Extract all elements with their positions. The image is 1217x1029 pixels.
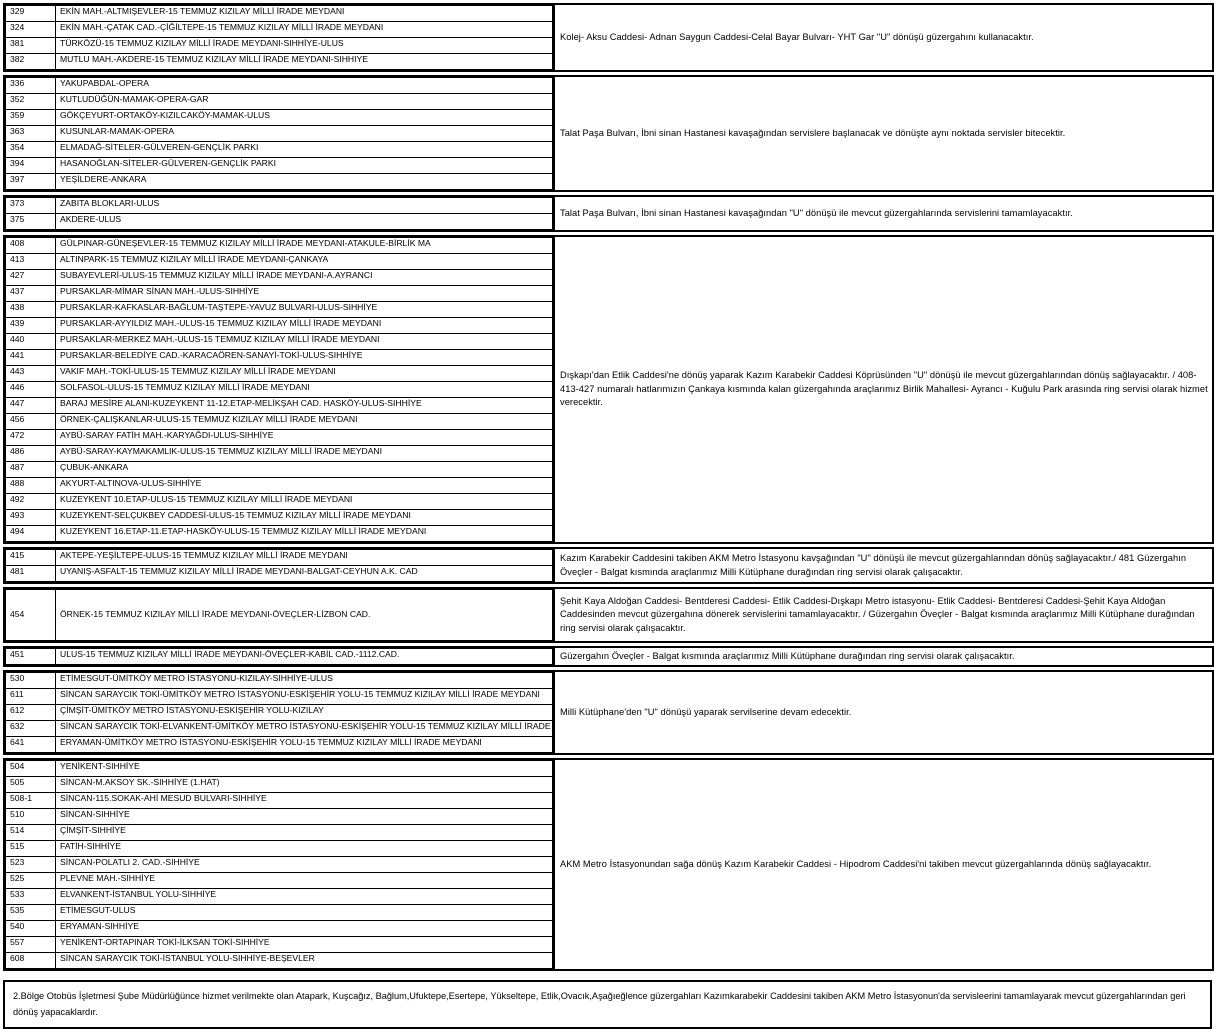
route-number-cell: 504 [6, 761, 56, 777]
table-row[interactable] [6, 921, 553, 937]
route-name-cell: UYANIŞ-ASFALT-15 TEMMUZ KIZILAY MİLLİ İRADE MEYDANI-BALGAT-CEYHUN A.K. CAD [56, 566, 553, 582]
route-number-cell: 415 [6, 550, 56, 566]
table-row[interactable] [6, 937, 553, 953]
route-name-cell: ÇİMŞİT-SIHHİYE [56, 825, 553, 841]
route-group-rows [4, 4, 554, 71]
route-name-cell: KUZEYKENT 16.ETAP-11.ETAP-HASKÖY-ULUS-15 TEMMUZ KIZILAY MİLLİ İRADE MEYDANI [56, 526, 553, 542]
table-row[interactable] [6, 334, 553, 350]
route-name-cell: YAKUPABDAL-OPERA [56, 78, 553, 94]
route-group [4, 236, 1213, 543]
route-name-cell: ULUS-15 TEMMUZ KIZILAY MİLLİ İRADE MEYDANI-ÖVEÇLER-KABİL CAD.-1112.CAD. [56, 649, 553, 665]
table-row[interactable] [6, 905, 553, 921]
table-row[interactable] [6, 526, 553, 542]
table-row[interactable] [6, 825, 553, 841]
route-number-cell: 492 [6, 494, 56, 510]
table-row[interactable] [6, 510, 553, 526]
route-group [4, 76, 1213, 191]
route-number-cell: 611 [6, 689, 56, 705]
table-row[interactable] [6, 270, 553, 286]
route-group-description: AKM Metro İstasyonundan sağa dönüş Kazım Karabekir Caddesi - Hipodrom Caddesi'ni takiben mevcut güzergahlarında dönüş sağlayacaktır. [554, 759, 1213, 970]
route-name-cell: TÜRKÖZÜ-15 TEMMUZ KIZILAY MİLLİ İRADE MEYDANI-SIHHİYE-ULUS [56, 38, 553, 54]
route-name-cell: AKYURT-ALTINOVA-ULUS-SIHHİYE [56, 478, 553, 494]
route-name-cell: KUZEYKENT-SELÇUKBEY CADDESİ-ULUS-15 TEMMUZ KIZILAY MİLLİ İRADE MEYDANI [56, 510, 553, 526]
route-number-cell: 437 [6, 286, 56, 302]
route-name-cell: ZABITA BLOKLARI-ULUS [56, 198, 553, 214]
route-name-cell: SİNCAN-M.AKSOY SK.-SIHHİYE (1.HAT) [56, 777, 553, 793]
footer-note-text: 2.Bölge Otobüs İşletmesi Şube Müdürlüğünce hizmet verilmekte olan Atapark, Kuşcağız, Bağlum,Ufuktepe,Esertepe, Yükseltepe, Etlik,Ovacık,Aşağıeğlence güzergahları Kazımkarabekir Caddesini takiben AKM Metro İstasyonun'da servisleerini tamamlayarak mevcut güzergahlarından geri dönüş yapacaklardır. [13, 991, 1186, 1017]
table-row[interactable] [6, 414, 553, 430]
route-group [4, 647, 1213, 666]
route-name-cell: PURSAKLAR-AYYILDIZ MAH.-ULUS-15 TEMMUZ KIZILAY MİLLİ İRADE MEYDANI [56, 318, 553, 334]
route-number-cell: 508-1 [6, 793, 56, 809]
route-number-cell: 533 [6, 889, 56, 905]
route-number-cell: 439 [6, 318, 56, 334]
table-row[interactable] [6, 953, 553, 969]
route-number-cell: 641 [6, 737, 56, 753]
table-row[interactable] [6, 566, 553, 582]
route-number-cell: 494 [6, 526, 56, 542]
route-name-cell: VAKIF MAH.-TOKİ-ULUS-15 TEMMUZ KIZILAY MİLLİ İRADE MEYDANI [56, 366, 553, 382]
route-number-cell: 481 [6, 566, 56, 582]
route-number-cell: 632 [6, 721, 56, 737]
route-group-description: Milli Kütüphane'den "U" dönüşü yaparak servilserine devam edecektir. [554, 671, 1213, 754]
route-group-description: Talat Paşa Bulvarı, İbni sinan Hastanesi kavaşağından "U" dönüşü ile mevcut güzergahlarında servislerini tamamlayacaktır. [554, 196, 1213, 231]
routes-table-body [4, 4, 1213, 970]
route-name-cell: SİNCAN-115.SOKAK-AHİ MESUD BULVARI-SIHHİYE [56, 793, 553, 809]
route-group-rows [4, 671, 554, 754]
route-name-cell: KUTLUDÜĞÜN-MAMAK-OPERA-GAR [56, 94, 553, 110]
route-group-rows [4, 196, 554, 231]
route-name-cell: GÜLPINAR-GÜNEŞEVLER-15 TEMMUZ KIZILAY MİLLİ İRADE MEYDANI-ATAKULE-BİRLİK MA [56, 238, 553, 254]
route-name-cell: PURSAKLAR-MERKEZ MAH.-ULUS-15 TEMMUZ KIZILAY MİLLİ İRADE MEYDANI [56, 334, 553, 350]
route-name-cell: MUTLU MAH.-AKDERE-15 TEMMUZ KIZILAY MİLLİ İRADE MEYDANI-SIHHIYE [56, 54, 553, 70]
route-name-cell: YENİKENT-SIHHİYE [56, 761, 553, 777]
route-number-cell: 324 [6, 22, 56, 38]
table-row[interactable] [6, 889, 553, 905]
route-group-description: Dışkapı'dan Etlik Caddesi'ne dönüş yaparak Kazım Karabekir Caddesi Köprüsünden "U" dönüşü ile mevcut güzergahlarından dönüş sağlayacaktır. / 408-413-427 numaralı hatlarımızın Çankaya kısmında kalan güzergahında araçlarımız Birlik Mahallesi- Ayrancı - Kuğulu Park arasında ring servisi olarak hizmet verecektir. [554, 236, 1213, 543]
route-list [5, 589, 553, 641]
table-row[interactable] [6, 649, 553, 665]
route-name-cell: SİNCAN-POLATLI 2. CAD.-SIHHİYE [56, 857, 553, 873]
route-group-rows [4, 759, 554, 970]
table-row[interactable] [6, 809, 553, 825]
route-number-cell: 525 [6, 873, 56, 889]
route-number-cell: 523 [6, 857, 56, 873]
route-group-rows [4, 647, 554, 666]
route-number-cell: 608 [6, 953, 56, 969]
route-number-cell: 456 [6, 414, 56, 430]
table-row[interactable] [6, 761, 553, 777]
table-row[interactable] [6, 590, 553, 641]
route-group-rows [4, 548, 554, 583]
route-group-description: Kazım Karabekir Caddesini takiben AKM Metro İstasyonu kavşağından "U" dönüşü ile mevcut güzergahlarından dönüş sağlayacaktır./ 481 Güzergahın Öveçler - Balgat kısmında araçlarımız Milli Kütüphane durağından ring servisi olarak çalışacaktır. [554, 548, 1213, 583]
route-list [5, 237, 553, 542]
table-row[interactable] [6, 318, 553, 334]
route-number-cell: 394 [6, 158, 56, 174]
table-row[interactable] [6, 238, 553, 254]
table-row[interactable] [6, 737, 553, 753]
table-row[interactable] [6, 366, 553, 382]
route-name-cell: SİNCAN SARAYCIK TOKİ-ÜMİTKÖY METRO İSTASYONU-ESKİŞEHİR YOLU-15 TEMMUZ KIZILAY MİLLİ İRADE MEYDANI [56, 689, 553, 705]
route-name-cell: ÖRNEK-ÇALIŞKANLAR-ULUS-15 TEMMUZ KIZILAY MİLLİ İRADE MEYDANI [56, 414, 553, 430]
route-name-cell: ETİMESGUT-ÜMİTKÖY METRO İSTASYONU-KIZILAY-SIHHİYE-ULUS [56, 673, 553, 689]
route-name-cell: SUBAYEVLERİ-ULUS-15 TEMMUZ KIZILAY MİLLİ İRADE MEYDANI-A.AYRANCI [56, 270, 553, 286]
table-row[interactable] [6, 94, 553, 110]
route-number-cell: 427 [6, 270, 56, 286]
route-group-rows [4, 236, 554, 543]
route-name-cell: YEŞİLDERE-ANKARA [56, 174, 553, 190]
table-row[interactable] [6, 142, 553, 158]
route-group-description: Güzergahın Öveçler - Balgat kısmında araçlarımız Milli Kütüphane durağından ring servisi olarak çalışacaktır. [554, 647, 1213, 666]
route-list [5, 760, 553, 969]
table-row[interactable] [6, 38, 553, 54]
route-number-cell: 487 [6, 462, 56, 478]
table-row[interactable] [6, 873, 553, 889]
route-number-cell: 438 [6, 302, 56, 318]
route-number-cell: 451 [6, 649, 56, 665]
table-row[interactable] [6, 54, 553, 70]
route-group [4, 588, 1213, 642]
table-row[interactable] [6, 22, 553, 38]
route-number-cell: 336 [6, 78, 56, 94]
route-group-description: Talat Paşa Bulvarı, İbni sinan Hastanesi kavaşağından servislere başlanacak ve dönüşte aynı noktada servisler bitecektir. [554, 76, 1213, 191]
table-row[interactable] [6, 673, 553, 689]
route-name-cell: HASANOĞLAN-SİTELER-GÜLVEREN-GENÇLİK PARKI [56, 158, 553, 174]
route-name-cell: YENİKENT-ORTAPINAR TOKİ-İLKSAN TOKİ-SIHHİYE [56, 937, 553, 953]
route-list [5, 549, 553, 582]
route-name-cell: GÖKÇEYURT-ORTAKÖY-KIZILCAKÖY-MAMAK-ULUS [56, 110, 553, 126]
route-name-cell: BARAJ MESİRE ALANI-KUZEYKENT 11-12.ETAP-MELİKŞAH CAD. HASKÖY-ULUS-SIHHİYE [56, 398, 553, 414]
table-row[interactable] [6, 286, 553, 302]
table-row[interactable] [6, 302, 553, 318]
table-row[interactable] [6, 841, 553, 857]
route-name-cell: AKTEPE-YEŞİLTEPE-ULUS-15 TEMMUZ KIZILAY MİLLİ İRADE MEYDANI [56, 550, 553, 566]
routes-table [3, 3, 1214, 971]
route-number-cell: 454 [6, 590, 56, 641]
route-name-cell: AYBÜ-SARAY-KAYMAKAMLIK-ULUS-15 TEMMUZ KIZILAY MİLLİ İRADE MEYDANI [56, 446, 553, 462]
table-row[interactable] [6, 430, 553, 446]
route-group-rows [4, 76, 554, 191]
route-name-cell: SOLFASOL-ULUS-15 TEMMUZ KIZILAY MİLLİ İRADE MEYDANI [56, 382, 553, 398]
table-row[interactable] [6, 382, 553, 398]
route-number-cell: 363 [6, 126, 56, 142]
route-number-cell: 359 [6, 110, 56, 126]
route-name-cell: ERYAMAN-ÜMİTKÖY METRO İSTASYONU-ESKİŞEHİR YOLU-15 TEMMUZ KIZILAY MİLLİ İRADE MEYDANI [56, 737, 553, 753]
route-group [4, 4, 1213, 71]
route-number-cell: 440 [6, 334, 56, 350]
table-row[interactable] [6, 721, 553, 737]
route-name-cell: ALTINPARK-15 TEMMUZ KIZILAY MİLLİ İRADE MEYDANI-ÇANKAYA [56, 254, 553, 270]
route-number-cell: 612 [6, 705, 56, 721]
route-name-cell: ETİMESGUT-ULUS [56, 905, 553, 921]
route-number-cell: 510 [6, 809, 56, 825]
footer-note-box [3, 980, 1212, 1028]
route-name-cell: PLEVNE MAH.-SIHHİYE [56, 873, 553, 889]
table-row[interactable] [6, 110, 553, 126]
route-group [4, 548, 1213, 583]
route-number-cell: 488 [6, 478, 56, 494]
route-number-cell: 447 [6, 398, 56, 414]
route-group [4, 671, 1213, 754]
table-row[interactable] [6, 158, 553, 174]
route-list [5, 5, 553, 70]
route-number-cell: 441 [6, 350, 56, 366]
route-number-cell: 382 [6, 54, 56, 70]
route-name-cell: KUZEYKENT 10.ETAP-ULUS-15 TEMMUZ KIZILAY MİLLİ İRADE MEYDANI [56, 494, 553, 510]
route-number-cell: 354 [6, 142, 56, 158]
route-name-cell: PURSAKLAR-KAFKASLAR-BAĞLUM-TAŞTEPE-YAVUZ BULVARI-ULUS-SIHHİYE [56, 302, 553, 318]
route-number-cell: 486 [6, 446, 56, 462]
route-group [4, 196, 1213, 231]
route-group [4, 759, 1213, 970]
route-name-cell: AKDERE-ULUS [56, 214, 553, 230]
route-list [5, 197, 553, 230]
table-row[interactable] [6, 793, 553, 809]
route-list [5, 672, 553, 753]
route-list [5, 77, 553, 190]
route-number-cell: 535 [6, 905, 56, 921]
route-name-cell: PURSAKLAR-BELEDİYE CAD.-KARACAÖREN-SANAYİ-TOKİ-ULUS-SIHHİYE [56, 350, 553, 366]
route-name-cell: SİNCAN SARAYCIK TOKİ-İSTANBUL YOLU-SIHHİYE-BEŞEVLER [56, 953, 553, 969]
table-row[interactable] [6, 705, 553, 721]
route-number-cell: 515 [6, 841, 56, 857]
route-number-cell: 540 [6, 921, 56, 937]
table-row[interactable] [6, 78, 553, 94]
route-number-cell: 514 [6, 825, 56, 841]
route-number-cell: 397 [6, 174, 56, 190]
route-number-cell: 446 [6, 382, 56, 398]
table-row[interactable] [6, 689, 553, 705]
route-number-cell: 373 [6, 198, 56, 214]
route-group-rows [4, 588, 554, 642]
route-list [5, 648, 553, 665]
route-number-cell: 352 [6, 94, 56, 110]
route-number-cell: 413 [6, 254, 56, 270]
route-number-cell: 381 [6, 38, 56, 54]
route-number-cell: 530 [6, 673, 56, 689]
table-row[interactable] [6, 126, 553, 142]
route-name-cell: ÇİMŞİT-ÜMİTKÖY METRO İSTASYONU-ESKİŞEHİR YOLU-KIZILAY [56, 705, 553, 721]
table-row[interactable] [6, 174, 553, 190]
route-number-cell: 505 [6, 777, 56, 793]
route-number-cell: 557 [6, 937, 56, 953]
route-name-cell: EKİN MAH.-ÇATAK CAD.-ÇİĞİLTEPE-15 TEMMUZ KIZILAY MİLLİ İRADE MEYDANI [56, 22, 553, 38]
route-name-cell: KUSUNLAR-MAMAK-OPERA [56, 126, 553, 142]
route-number-cell: 443 [6, 366, 56, 382]
table-row[interactable] [6, 857, 553, 873]
table-row[interactable] [6, 254, 553, 270]
route-name-cell: ÖRNEK-15 TEMMUZ KIZILAY MİLLİ İRADE MEYDANI-ÖVEÇLER-LİZBON CAD. [56, 590, 553, 641]
route-name-cell: ELVANKENT-İSTANBUL YOLU-SIHHİYE [56, 889, 553, 905]
route-name-cell: ELMADAĞ-SİTELER-GÜLVEREN-GENÇLİK PARKI [56, 142, 553, 158]
table-row[interactable] [6, 462, 553, 478]
route-name-cell: SİNCAN-SIHHİYE [56, 809, 553, 825]
document-sheet [0, 3, 1217, 1017]
route-number-cell: 375 [6, 214, 56, 230]
table-row[interactable] [6, 6, 553, 22]
route-group-description: Kolej- Aksu Caddesi- Adnan Saygun Caddesi-Celal Bayar Bulvarı- YHT Gar "U" dönüşü güzergahını kullanacaktır. [554, 4, 1213, 71]
route-name-cell: SİNCAN SARAYCIK TOKİ-ELVANKENT-ÜMİTKÖY METRO İSTASYONU-ESKİŞEHİR YOLU-15 TEMMUZ KIZILAY MİLLİ İRADE [56, 721, 553, 737]
table-row[interactable] [6, 494, 553, 510]
route-number-cell: 493 [6, 510, 56, 526]
route-name-cell: FATİH-SIHHİYE [56, 841, 553, 857]
table-row[interactable] [6, 550, 553, 566]
route-name-cell: EKİN MAH.-ALTMIŞEVLER-15 TEMMUZ KIZILAY MİLLİ İRADE MEYDANI [56, 6, 553, 22]
table-row[interactable] [6, 478, 553, 494]
route-number-cell: 408 [6, 238, 56, 254]
table-row[interactable] [6, 398, 553, 414]
table-row[interactable] [6, 214, 553, 230]
route-group-description: Şehit Kaya Aldoğan Caddesi- Bentderesi Caddesi- Etlik Caddesi-Dışkapı Metro istasyonu- Etlik Caddesi- Bentderesi Caddesi-Şehit Kaya Aldoğan Caddesinden mevcut güzergahına dönerek servislerini tamamlayacaktır. / Güzergahın Öveçler - Balgat kısmında araçlarımız Milli Kütüphane durağından ring servisi olarak çalışacaktır. [554, 588, 1213, 642]
route-name-cell: ERYAMAN-SIHHİYE [56, 921, 553, 937]
route-number-cell: 329 [6, 6, 56, 22]
table-row[interactable] [6, 198, 553, 214]
route-name-cell: ÇUBUK-ANKARA [56, 462, 553, 478]
table-row[interactable] [6, 350, 553, 366]
table-row[interactable] [6, 777, 553, 793]
route-number-cell: 472 [6, 430, 56, 446]
route-name-cell: PURSAKLAR-MİMAR SİNAN MAH.-ULUS-SIHHİYE [56, 286, 553, 302]
table-row[interactable] [6, 446, 553, 462]
route-name-cell: AYBÜ-SARAY FATİH MAH.-KARYAĞDI-ULUS-SIHHİYE [56, 430, 553, 446]
